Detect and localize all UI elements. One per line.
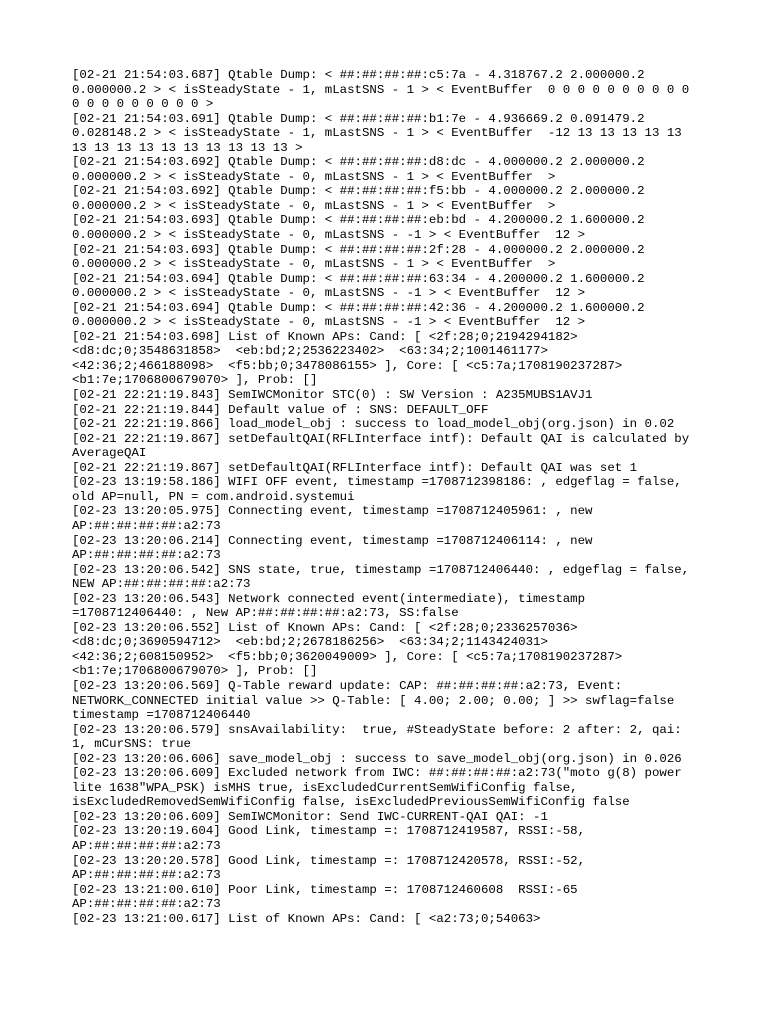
document-page	[72, 68, 712, 926]
log-line: [02-23 13:21:00.617] List of Known APs: Cand: [ <a2:73;0;54063>	[72, 911, 541, 926]
log-line: NETWORK_CONNECTED initial value >> Q-Table: [ 4.00; 2.00; 0.00; ] >> swflag=false	[72, 693, 675, 708]
log-line: [02-23 13:20:06.214] Connecting event, timestamp =1708712406114: , new	[72, 533, 593, 548]
log-line: <42:36;2;466188098> <f5:bb;0;3478086155> ], Core: [ <c5:7a;1708190237287>	[72, 358, 623, 373]
log-line: [02-21 22:21:19.844] Default value of : SNS: DEFAULT_OFF	[72, 402, 489, 417]
log-line: [02-23 13:20:06.542] SNS state, true, timestamp =1708712406440: , edgeflag = false,	[72, 562, 690, 577]
log-line: [02-23 13:20:19.604] Good Link, timestamp =: 1708712419587, RSSI:-58,	[72, 824, 586, 839]
log-line: AP:##:##:##:##:a2:73	[72, 897, 221, 912]
log-line: [02-21 21:54:03.687] Qtable Dump: < ##:##:##:##:c5:7a - 4.318767.2 2.000000.2	[72, 68, 645, 82]
log-line: <d8:dc;0;3690594712> <eb:bd;2;2678186256> <63:34;2;1143424031>	[72, 635, 548, 650]
log-line: [02-21 22:21:19.843] SemIWCMonitor STC(0) : SW Version : A235MUBS1AVJ1	[72, 388, 593, 403]
log-line: 0.000000.2 > < isSteadyState - 0, mLastSNS - -1 > < EventBuffer 12 >	[72, 286, 586, 301]
log-line: [02-23 13:20:06.579] snsAvailability: true, #SteadyState before: 2 after: 2, qai:	[72, 722, 682, 737]
log-line: AverageQAI	[72, 446, 147, 461]
log-line: 13 13 13 13 13 13 13 13 13 13 >	[72, 140, 303, 155]
log-line: [02-21 21:54:03.698] List of Known APs: Cand: [ <2f:28;0;2194294182>	[72, 329, 578, 344]
log-line: <b1:7e;1706800679070> ], Prob: []	[72, 373, 318, 388]
log-line: 0 0 0 0 0 0 0 0 0 >	[72, 97, 214, 112]
log-line: [02-21 21:54:03.694] Qtable Dump: < ##:##:##:##:63:34 - 4.200000.2 1.600000.2	[72, 271, 645, 286]
log-line: [02-23 13:20:06.609] SemIWCMonitor: Send IWC-CURRENT-QAI QAI: -1	[72, 809, 548, 824]
log-line: [02-21 22:21:19.867] setDefaultQAI(RFLInterface intf): Default QAI is calculated by	[72, 431, 690, 446]
log-line: 0.000000.2 > < isSteadyState - 1, mLastSNS - 1 > < EventBuffer 0 0 0 0 0 0 0 0 0 0	[72, 82, 690, 97]
log-line: <b1:7e;1706800679070> ], Prob: []	[72, 664, 318, 679]
log-line: 0.000000.2 > < isSteadyState - 0, mLastSNS - -1 > < EventBuffer 12 >	[72, 315, 586, 330]
log-line: [02-23 13:20:06.569] Q-Table reward update: CAP: ##:##:##:##:a2:73, Event:	[72, 678, 623, 693]
log-line: 0.000000.2 > < isSteadyState - 0, mLastSNS - 1 > < EventBuffer >	[72, 169, 556, 184]
log-line: NEW AP:##:##:##:##:a2:73	[72, 577, 251, 592]
log-line: <42:36;2;608150952> <f5:bb;0;3620049009> ], Core: [ <c5:7a;1708190237287>	[72, 649, 623, 664]
log-line: [02-23 13:20:06.552] List of Known APs: Cand: [ <2f:28;0;2336257036>	[72, 620, 578, 635]
log-line: 0.000000.2 > < isSteadyState - 0, mLastSNS - 1 > < EventBuffer >	[72, 257, 556, 272]
log-line: [02-23 13:20:06.609] Excluded network from IWC: ##:##:##:##:a2:73("moto g(8) power	[72, 766, 682, 781]
log-line: [02-21 21:54:03.693] Qtable Dump: < ##:##:##:##:eb:bd - 4.200000.2 1.600000.2	[72, 213, 645, 228]
log-text-block	[72, 68, 712, 926]
log-line: [02-23 13:21:00.610] Poor Link, timestamp =: 1708712460608 RSSI:-65	[72, 882, 578, 897]
log-line: isExcludedRemovedSemWifiConfig false, isExcludedPreviousSemWifiConfig false	[72, 795, 630, 810]
log-line: old AP=null, PN = com.android.systemui	[72, 489, 355, 504]
log-line: 0.000000.2 > < isSteadyState - 0, mLastSNS - 1 > < EventBuffer >	[72, 198, 556, 213]
log-line: [02-21 21:54:03.691] Qtable Dump: < ##:##:##:##:b1:7e - 4.936669.2 0.091479.2	[72, 111, 645, 126]
log-line: <d8:dc;0;3548631858> <eb:bd;2;2536223402> <63:34;2;1001461177>	[72, 344, 548, 359]
log-line: [02-21 21:54:03.692] Qtable Dump: < ##:##:##:##:f5:bb - 4.000000.2 2.000000.2	[72, 184, 645, 199]
log-line: 1, mCurSNS: true	[72, 737, 191, 752]
log-line: [02-21 22:21:19.867] setDefaultQAI(RFLInterface intf): Default QAI was set 1	[72, 460, 638, 475]
log-line: AP:##:##:##:##:a2:73	[72, 548, 221, 563]
log-line: AP:##:##:##:##:a2:73	[72, 838, 221, 853]
log-line: [02-23 13:20:06.543] Network connected event(intermediate), timestamp	[72, 591, 586, 606]
log-line: AP:##:##:##:##:a2:73	[72, 518, 221, 533]
log-line: [02-23 13:20:20.578] Good Link, timestamp =: 1708712420578, RSSI:-52,	[72, 853, 586, 868]
log-line: [02-23 13:20:06.606] save_model_obj : success to save_model_obj(org.json) in 0.026	[72, 751, 682, 766]
log-line: [02-21 21:54:03.693] Qtable Dump: < ##:##:##:##:2f:28 - 4.000000.2 2.000000.2	[72, 242, 645, 257]
log-line: [02-23 13:20:05.975] Connecting event, timestamp =1708712405961: , new	[72, 504, 593, 519]
log-line: 0.028148.2 > < isSteadyState - 1, mLastSNS - 1 > < EventBuffer -12 13 13 13 13 13	[72, 126, 682, 141]
log-line: [02-21 21:54:03.692] Qtable Dump: < ##:##:##:##:d8:dc - 4.000000.2 2.000000.2	[72, 155, 645, 170]
log-line: 0.000000.2 > < isSteadyState - 0, mLastSNS - -1 > < EventBuffer 12 >	[72, 228, 586, 243]
log-line: [02-23 13:19:58.186] WIFI OFF event, timestamp =1708712398186: , edgeflag = false,	[72, 475, 682, 490]
log-line: [02-21 22:21:19.866] load_model_obj : success to load_model_obj(org.json) in 0.02	[72, 417, 675, 432]
log-line: =1708712406440: , New AP:##:##:##:##:a2:73, SS:false	[72, 606, 459, 621]
log-line: lite 1638"WPA_PSK) isMHS true, isExcludedCurrentSemWifiConfig false,	[72, 780, 578, 795]
log-line: timestamp =1708712406440	[72, 708, 251, 723]
log-line: [02-21 21:54:03.694] Qtable Dump: < ##:##:##:##:42:36 - 4.200000.2 1.600000.2	[72, 300, 645, 315]
log-line: AP:##:##:##:##:a2:73	[72, 868, 221, 883]
